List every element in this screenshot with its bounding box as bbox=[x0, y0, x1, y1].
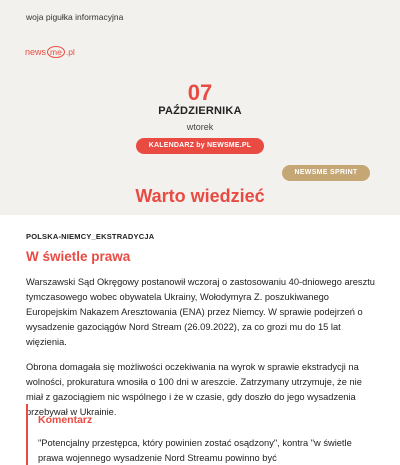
article-headline: W świetle prawa bbox=[26, 249, 131, 264]
article bbox=[26, 232, 378, 420]
date-month: PAŹDZIERNIKA bbox=[158, 105, 242, 117]
site-logo[interactable] bbox=[25, 46, 75, 58]
article-tag: POLSKA-NIEMCY_EKSTRADYCJA bbox=[26, 232, 155, 241]
comment-text: "Potencjalny przestępca, który powinien zostać osądzony", kontra "w świetle prawa wojennego wysadzenie Nord Streamu powinno być bbox=[38, 438, 352, 463]
calendar-button[interactable]: KALENDARZ by NEWSME.PL bbox=[136, 138, 264, 154]
article-paragraph: Warszawski Sąd Okręgowy postanowił wczoraj o zastosowaniu 40-dniowego aresztu tymczasowego wobec obywatela Ukrainy, Wołodymyra Z. poszukiwanego Europejskim Nakazem Aresztowania (ENA) przez Niemcy. W sprawie podejrzeń o wysadzenie gazociągów Nord Stream (26.09.2022), za co grozi mu do 15 lat więzienia. bbox=[26, 277, 375, 347]
date-day: 07 bbox=[187, 80, 213, 105]
header-panel bbox=[0, 0, 400, 215]
comment-box bbox=[26, 404, 378, 465]
tagline: woja pigułka informacyjna bbox=[26, 12, 124, 22]
logo-text-left: news bbox=[25, 47, 47, 57]
sprint-button[interactable]: NEWSME SPRINT bbox=[282, 165, 370, 181]
logo-text-right: .pl bbox=[65, 47, 75, 57]
article-paragraph: Obrona domagała się możliwości oczekiwania na wyrok w sprawie ekstradycji na wolności, prokuratura wnosiła o 100 dni w areszcie. Zatrzymany utrzymuje, że nie miał z gazociągiem nic wspólnego i że w czasie, gdy doszło do jego wysadzenia przebywał w Ukrainie. bbox=[26, 362, 362, 417]
date-weekday: wtorek bbox=[186, 122, 214, 132]
logo-circle: me bbox=[47, 46, 65, 58]
section-title: Warto wiedzieć bbox=[135, 186, 265, 206]
comment-title: Komentarz bbox=[38, 414, 93, 426]
